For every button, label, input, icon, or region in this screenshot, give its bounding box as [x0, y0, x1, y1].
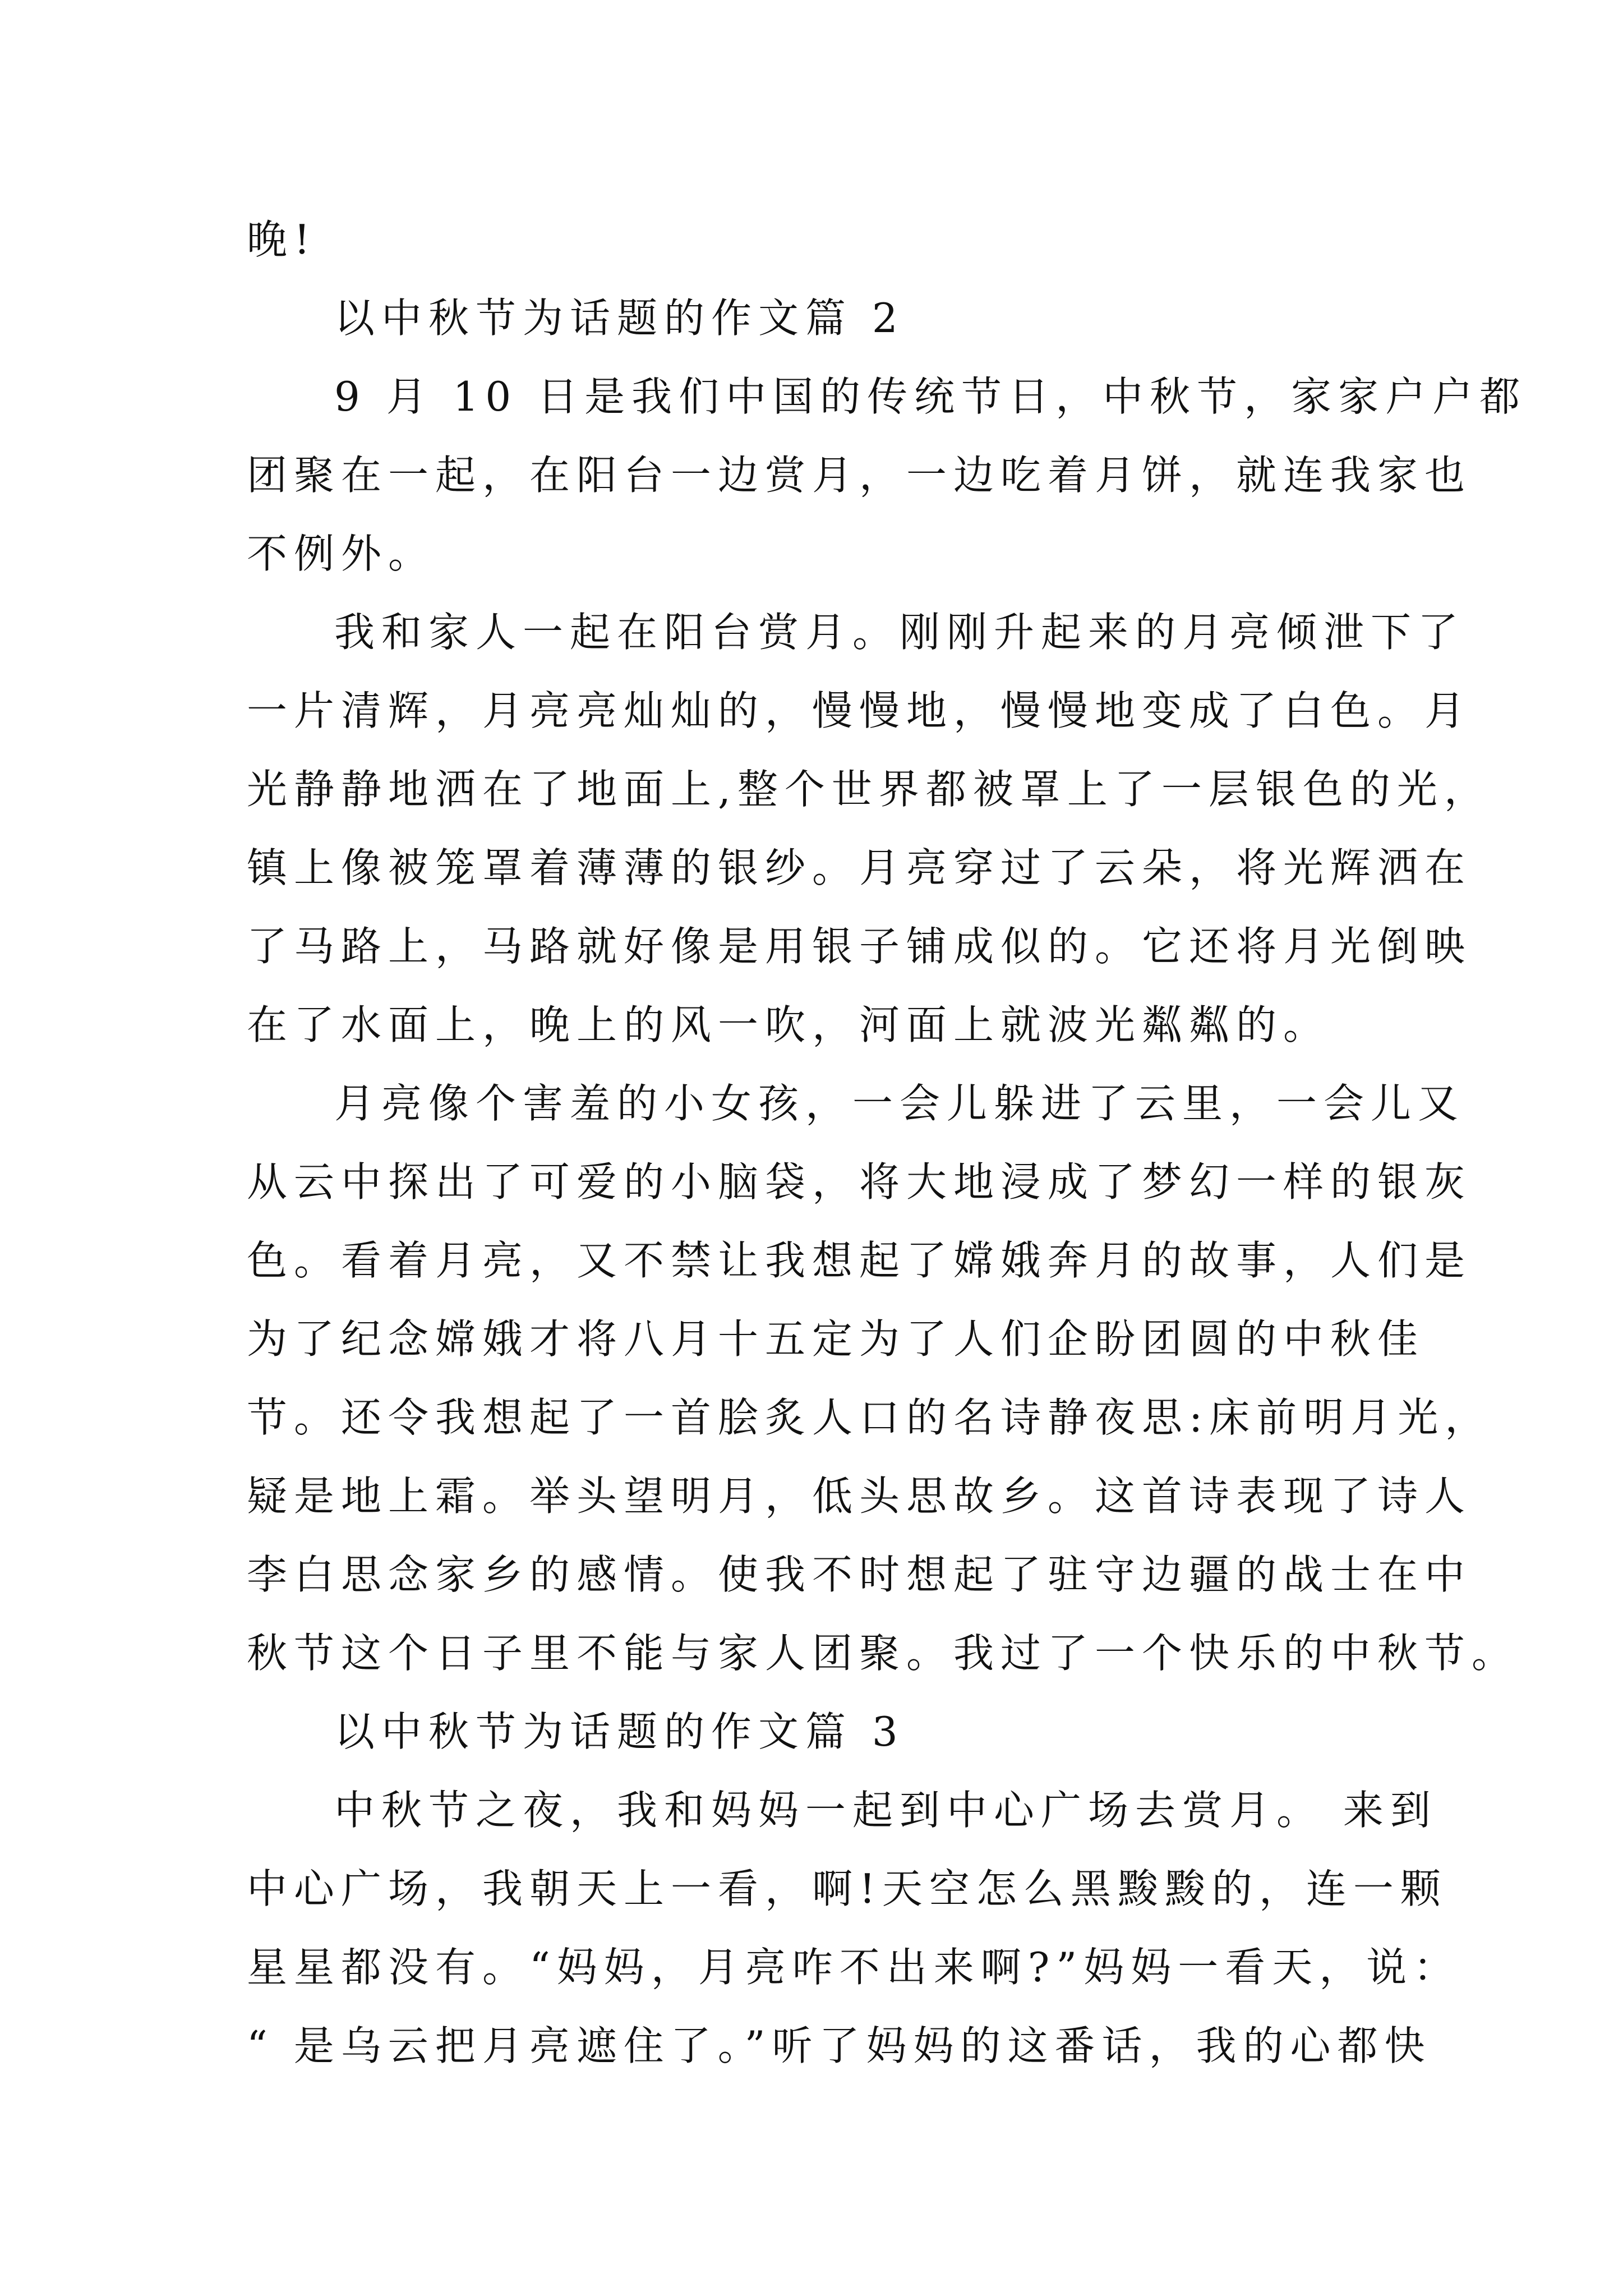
section-heading: 以中秋节为话题的作文篇 2 [334, 295, 905, 342]
text-line: 中心广场，我朝天上一看，啊!天空怎么黑黢黢的，连一颗 [247, 1865, 1447, 1912]
text-line: 我和家人一起在阳台赏月。刚刚升起来的月亮倾泄下了 [334, 609, 1465, 656]
text-line: 了马路上，马路就好像是用银子铺成似的。它还将月光倒映 [247, 923, 1472, 970]
text-line: 为了纪念嫦娥才将八月十五定为了人们企盼团圆的中秋佳 [247, 1315, 1425, 1363]
text-line: 李白思念家乡的感情。使我不时想起了驻守边疆的战士在中 [247, 1551, 1472, 1598]
text-line: 从云中探出了可爱的小脑袋，将大地浸成了梦幻一样的银灰 [247, 1158, 1472, 1205]
text-line: 9 月 10 日是我们中国的传统节日，中秋节，家家户户都 [334, 373, 1527, 420]
section-heading: 以中秋节为话题的作文篇 3 [334, 1708, 905, 1755]
text-line: 光静静地洒在了地面上,整个世界都被罩上了一层银色的光， [247, 766, 1491, 813]
text-line: 色。看着月亮，又不禁让我想起了嫦娥奔月的故事，人们是 [247, 1237, 1472, 1284]
text-line: 团聚在一起，在阳台一边赏月，一边吃着月饼，就连我家也 [247, 452, 1472, 499]
text-line: 镇上像被笼罩着薄薄的银纱。月亮穿过了云朵，将光辉洒在 [247, 844, 1472, 891]
text-line: “ 是乌云把月亮遮住了。”听了妈妈的这番话，我的心都快 [247, 2022, 1432, 2069]
text-line: 节。还令我想起了一首脍炙人口的名诗静夜思:床前明月光， [247, 1394, 1492, 1441]
text-line: 星星都没有。“妈妈，月亮咋不出来啊?”妈妈一看天，说： [247, 1944, 1461, 1991]
text-line: 中秋节之夜，我和妈妈一起到中心广场去赏月。 来到 [334, 1787, 1437, 1834]
text-line: 晚! [247, 216, 317, 263]
text-line: 不例外。 [247, 530, 436, 577]
text-line: 秋节这个日子里不能与家人团聚。我过了一个快乐的中秋节。 [247, 1630, 1519, 1677]
text-line: 一片清辉，月亮亮灿灿的，慢慢地，慢慢地变成了白色。月 [247, 687, 1472, 734]
text-line: 月亮像个害羞的小女孩，一会儿躲进了云里，一会儿又 [334, 1080, 1465, 1127]
text-line: 疑是地上霜。举头望明月，低头思故乡。这首诗表现了诗人 [247, 1473, 1472, 1520]
text-line: 在了水面上，晚上的风一吹，河面上就波光粼粼的。 [247, 1001, 1331, 1048]
